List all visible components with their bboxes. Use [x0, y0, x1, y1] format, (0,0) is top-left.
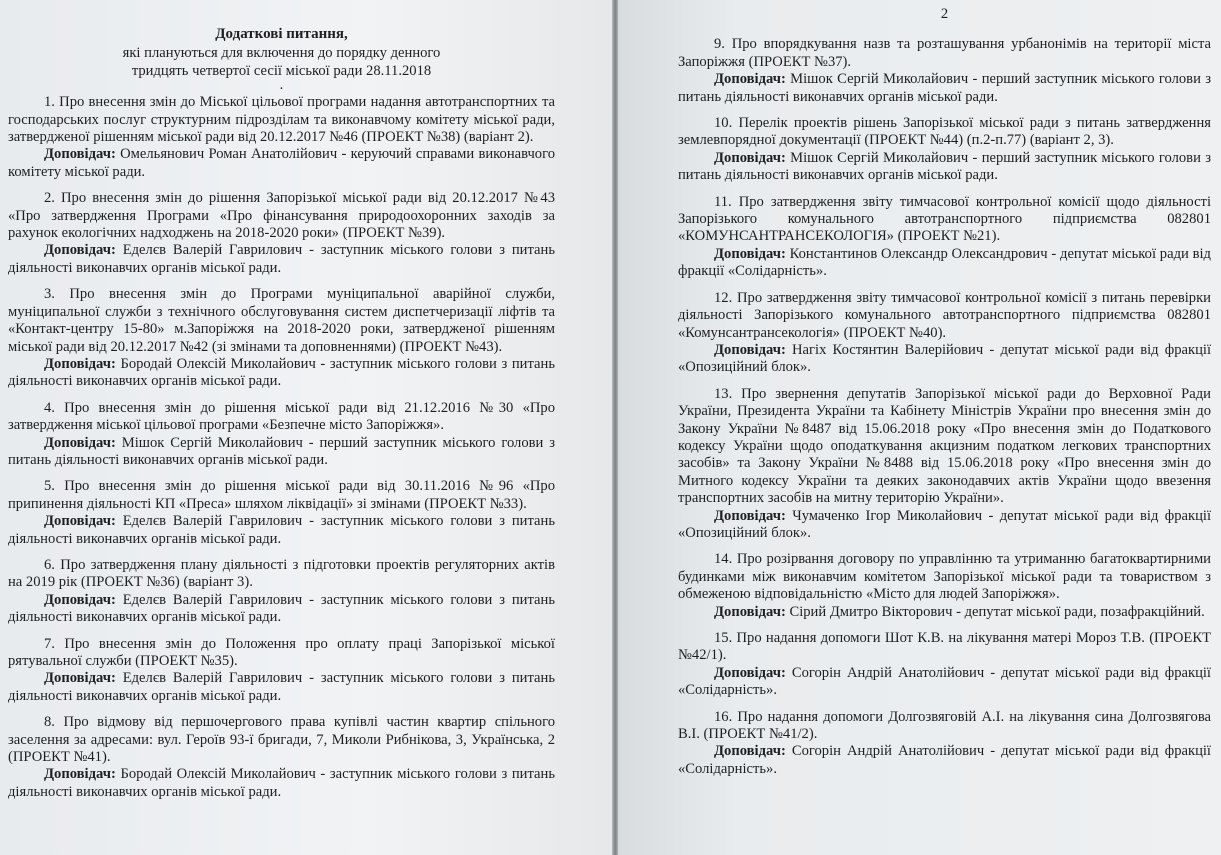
- agenda-item-text: 8. Про відмову від першочергового права купівлі частин квартир спільного заселення за адресами: вул. Героїв 93-ї бригади, 7, Миколи Рибнікова, 3, Українська, 2 (ПРОЕКТ №41).: [8, 714, 555, 766]
- agenda-item-text: 5. Про внесення змін до рішення міської ради від 30.11.2016 №96 «Про припинення діяльності КП «Преса» шляхом ліквідації» зі змінами (ПРОЕКТ №33).: [8, 478, 555, 512]
- agenda-item-speaker: [8, 242, 555, 277]
- agenda-item: [8, 714, 555, 801]
- agenda-item-speaker: [678, 71, 1211, 106]
- header-dot: .: [279, 77, 284, 94]
- agenda-item-speaker: [678, 508, 1211, 543]
- speaker-name: Бородай Олексій Миколайович - заступник міського голови з питань діяльності виконавчих органів міської ради.: [8, 766, 555, 800]
- speaker-name: Согорін Андрій Анатолійович - депутат міської ради від фракції «Солідарність».: [678, 743, 1211, 777]
- document-subtitle-line-1: які плануються для включення до порядку денного: [122, 45, 441, 62]
- document-subtitle-line-2: тридцять четвертої сесії міської ради 28.11.2018: [131, 62, 432, 79]
- agenda-item-speaker: [678, 246, 1211, 281]
- page-2: [618, 0, 1221, 855]
- agenda-item-text: 9. Про впорядкування назв та розташування урбанонімів на території міста Запоріжжя (ПРОЕКТ №37).: [678, 36, 1211, 70]
- document-title: Додаткові питання,: [215, 26, 348, 42]
- speaker-name: Сірий Дмитро Вікторович - депутат міської ради, позафракційний.: [789, 603, 1205, 620]
- speaker-label: Доповідач:: [44, 670, 116, 687]
- agenda-item-speaker: [8, 766, 555, 801]
- agenda-item-text: 4. Про внесення змін до рішення міської ради від 21.12.2016 №30 «Про затвердження міської цільової програми «Безпечне місто Запоріжжя».: [8, 399, 555, 434]
- agenda-item-text: 14. Про розірвання договору по управлінню та утриманню багатоквартирними будинками між виконавчим комітетом Запорізької міської ради та товариством з обмеженою відповідальністю «Місто для людей Запоріжжя».: [678, 551, 1211, 603]
- agenda-item-speaker: [8, 513, 555, 548]
- speaker-name: Бородай Олексій Миколайович - заступник міського голови з питань діяльності виконавчих органів міської ради.: [8, 355, 555, 390]
- agenda-item-speaker: [678, 604, 1211, 621]
- agenda-item-text: 13. Про звернення депутатів Запорізької міської ради до Верховної Ради України, Президента України та Кабінету Міністрів України про внесення змін до Закону України №8487 від 15.06.2018 року «Про внесення змін до Податкового кодексу України щодо оподаткування акцизним податком легкових транспортних засобів» та Закону України №8488 від 15.06.2018 року «Про внесення змін до Митного кодексу України та деяких законодавчих актів України щодо ввезення транспортних засобів на митну територію України».: [678, 385, 1211, 507]
- agenda-item-text: 15. Про надання допомоги Шот К.В. на лікування матері Мороз Т.В. (ПРОЕКТ №42/1).: [678, 630, 1211, 664]
- speaker-label: Доповідач:: [44, 591, 116, 608]
- agenda-item-text: 7. Про внесення змін до Положення про оплату праці Запорізької міської рятувальної служби (ПРОЕКТ №35).: [8, 635, 555, 669]
- speaker-label: Доповідач:: [714, 664, 786, 681]
- speaker-label: Доповідач:: [714, 341, 786, 358]
- agenda-item: [678, 290, 1211, 377]
- speaker-label: Доповідач:: [714, 149, 786, 166]
- speaker-name: Мішок Сергій Миколайович - перший заступник міського голови з питань діяльності виконавчих органів міської ради.: [8, 434, 555, 468]
- speaker-label: Доповідач:: [44, 434, 116, 451]
- agenda-item: [678, 630, 1211, 700]
- speaker-label: Доповідач:: [714, 507, 786, 524]
- page-number: 2: [940, 6, 949, 22]
- speaker-name: Согорін Андрій Анатолійович - депутат міської ради від фракції «Солідарність».: [678, 664, 1211, 699]
- agenda-item: [8, 94, 555, 181]
- agenda-item-speaker: [678, 743, 1211, 778]
- agenda-item-speaker: [678, 342, 1211, 377]
- agenda-item-text: 2. Про внесення змін до рішення Запорізької міської ради від 20.12.2017 №43 «Про затвердження Програми «Про фінансування природоохоронних заходів за рахунок екологічних надходжень на 2018-2020 роки» (ПРОЕКТ №39).: [8, 190, 555, 242]
- speaker-name: Нагіх Костянтин Валерійович - депутат міської ради від фракції «Опозиційний блок».: [678, 341, 1211, 376]
- agenda-item-text: 11. Про затвердження звіту тимчасової контрольної комісії щодо діяльності Запорізького комунального автотранспортного підприємства 082801 «КОМУНСАНТРАНСЕКОЛОГІЯ» (ПРОЕКТ №21).: [678, 193, 1211, 245]
- speaker-label: Доповідач:: [714, 603, 786, 620]
- agenda-item-speaker: [8, 356, 555, 391]
- agenda-item-text: 1. Про внесення змін до Міської цільової програми надання автотранспортних та господарських послуг структурним підрозділам та виконавчому комітету міської ради, затвердженої рішенням міської ради від 20.12.2017 №46 (ПРОЕКТ №38) (варіант 2).: [8, 94, 555, 146]
- speaker-label: Доповідач:: [44, 242, 116, 259]
- speaker-name: Еделєв Валерій Гаврилович - заступник міського голови з питань діяльності виконавчих органів міської ради.: [8, 670, 555, 704]
- agenda-item-text: 16. Про надання допомоги Долгозвяговій А.І. на лікування сина Долгозвягова В.І. (ПРОЕКТ №41/2).: [678, 708, 1211, 743]
- agenda-item: [8, 636, 555, 706]
- agenda-item: [678, 551, 1211, 621]
- agenda-item-speaker: [678, 150, 1211, 185]
- agenda-item-speaker: [8, 435, 555, 470]
- agenda-items-right: [678, 36, 1211, 778]
- agenda-item-speaker: [8, 670, 555, 705]
- speaker-label: Доповідач:: [44, 355, 116, 372]
- agenda-item: [678, 386, 1211, 543]
- speaker-name: Еделєв Валерій Гаврилович - заступник міського голови з питань діяльності виконавчих органів міської ради.: [8, 591, 555, 626]
- agenda-item: [8, 286, 555, 390]
- agenda-item-speaker: [8, 592, 555, 627]
- agenda-item: [678, 194, 1211, 281]
- speaker-label: Доповідач:: [714, 245, 786, 262]
- speaker-name: Еделєв Валерій Гаврилович - заступник міського голови з питань діяльності виконавчих органів міської ради.: [8, 242, 555, 276]
- speaker-label: Доповідач:: [44, 146, 116, 163]
- agenda-item: [678, 709, 1211, 779]
- agenda-item-text: 6. Про затвердження плану діяльності з підготовки проектів регуляторних актів на 2019 рік (ПРОЕКТ №36) (варіант 3).: [8, 556, 555, 591]
- speaker-name: Мішок Сергій Миколайович - перший заступник міського голови з питань діяльності виконавчих органів міської ради.: [678, 71, 1211, 105]
- speaker-label: Доповідач:: [714, 71, 786, 88]
- agenda-item: [8, 190, 555, 277]
- agenda-item-speaker: [8, 146, 555, 181]
- agenda-item: [678, 115, 1211, 185]
- speaker-name: Константинов Олександр Олександрович - депутат міської ради від фракції «Солідарність».: [678, 245, 1211, 280]
- agenda-item-text: 10. Перелік проектів рішень Запорізької міської ради з питань затвердження землевпорядної документації (ПРОЕКТ №44) (п.2-п.77) (варіант 2, 3).: [678, 115, 1211, 149]
- speaker-label: Доповідач:: [44, 513, 116, 530]
- speaker-name: Омельянович Роман Анатолійович - керуючий справами виконавчого комітету міської ради.: [8, 146, 555, 180]
- agenda-item: [8, 557, 555, 627]
- agenda-item-text: 12. Про затвердження звіту тимчасової контрольної комісії з питань перевірки діяльності Запорізького комунального автотранспортного підприємства 082801 «Комунсантрансекологія» (ПРОЕКТ №40).: [678, 289, 1211, 341]
- agenda-items-left: [8, 94, 555, 801]
- speaker-label: Доповідач:: [714, 743, 786, 760]
- agenda-item: [8, 478, 555, 548]
- agenda-item-speaker: [678, 665, 1211, 700]
- speaker-name: Мішок Сергій Миколайович - перший заступник міського голови з питань діяльності виконавчих органів міської ради.: [678, 149, 1211, 184]
- agenda-item-text: 3. Про внесення змін до Програми муніципальної аварійної служби, муніципальної служби з технічного обслуговування систем диспетчеризації ліфтів та «Контакт-центру 15-80» м.Запоріжжя на 2018-2020 роки, затвердженої рішенням міської ради від 20.12.2017 №42 (зі змінами та доповненнями) (ПРОЕКТ №43).: [8, 286, 555, 355]
- speaker-label: Доповідач:: [44, 766, 116, 783]
- speaker-name: Еделєв Валерій Гаврилович - заступник міського голови з питань діяльності виконавчих органів міської ради.: [8, 513, 555, 547]
- agenda-item: [8, 400, 555, 470]
- speaker-name: Чумаченко Ігор Миколайович - депутат міської ради від фракції «Опозиційний блок».: [678, 507, 1211, 541]
- agenda-item: [678, 36, 1211, 106]
